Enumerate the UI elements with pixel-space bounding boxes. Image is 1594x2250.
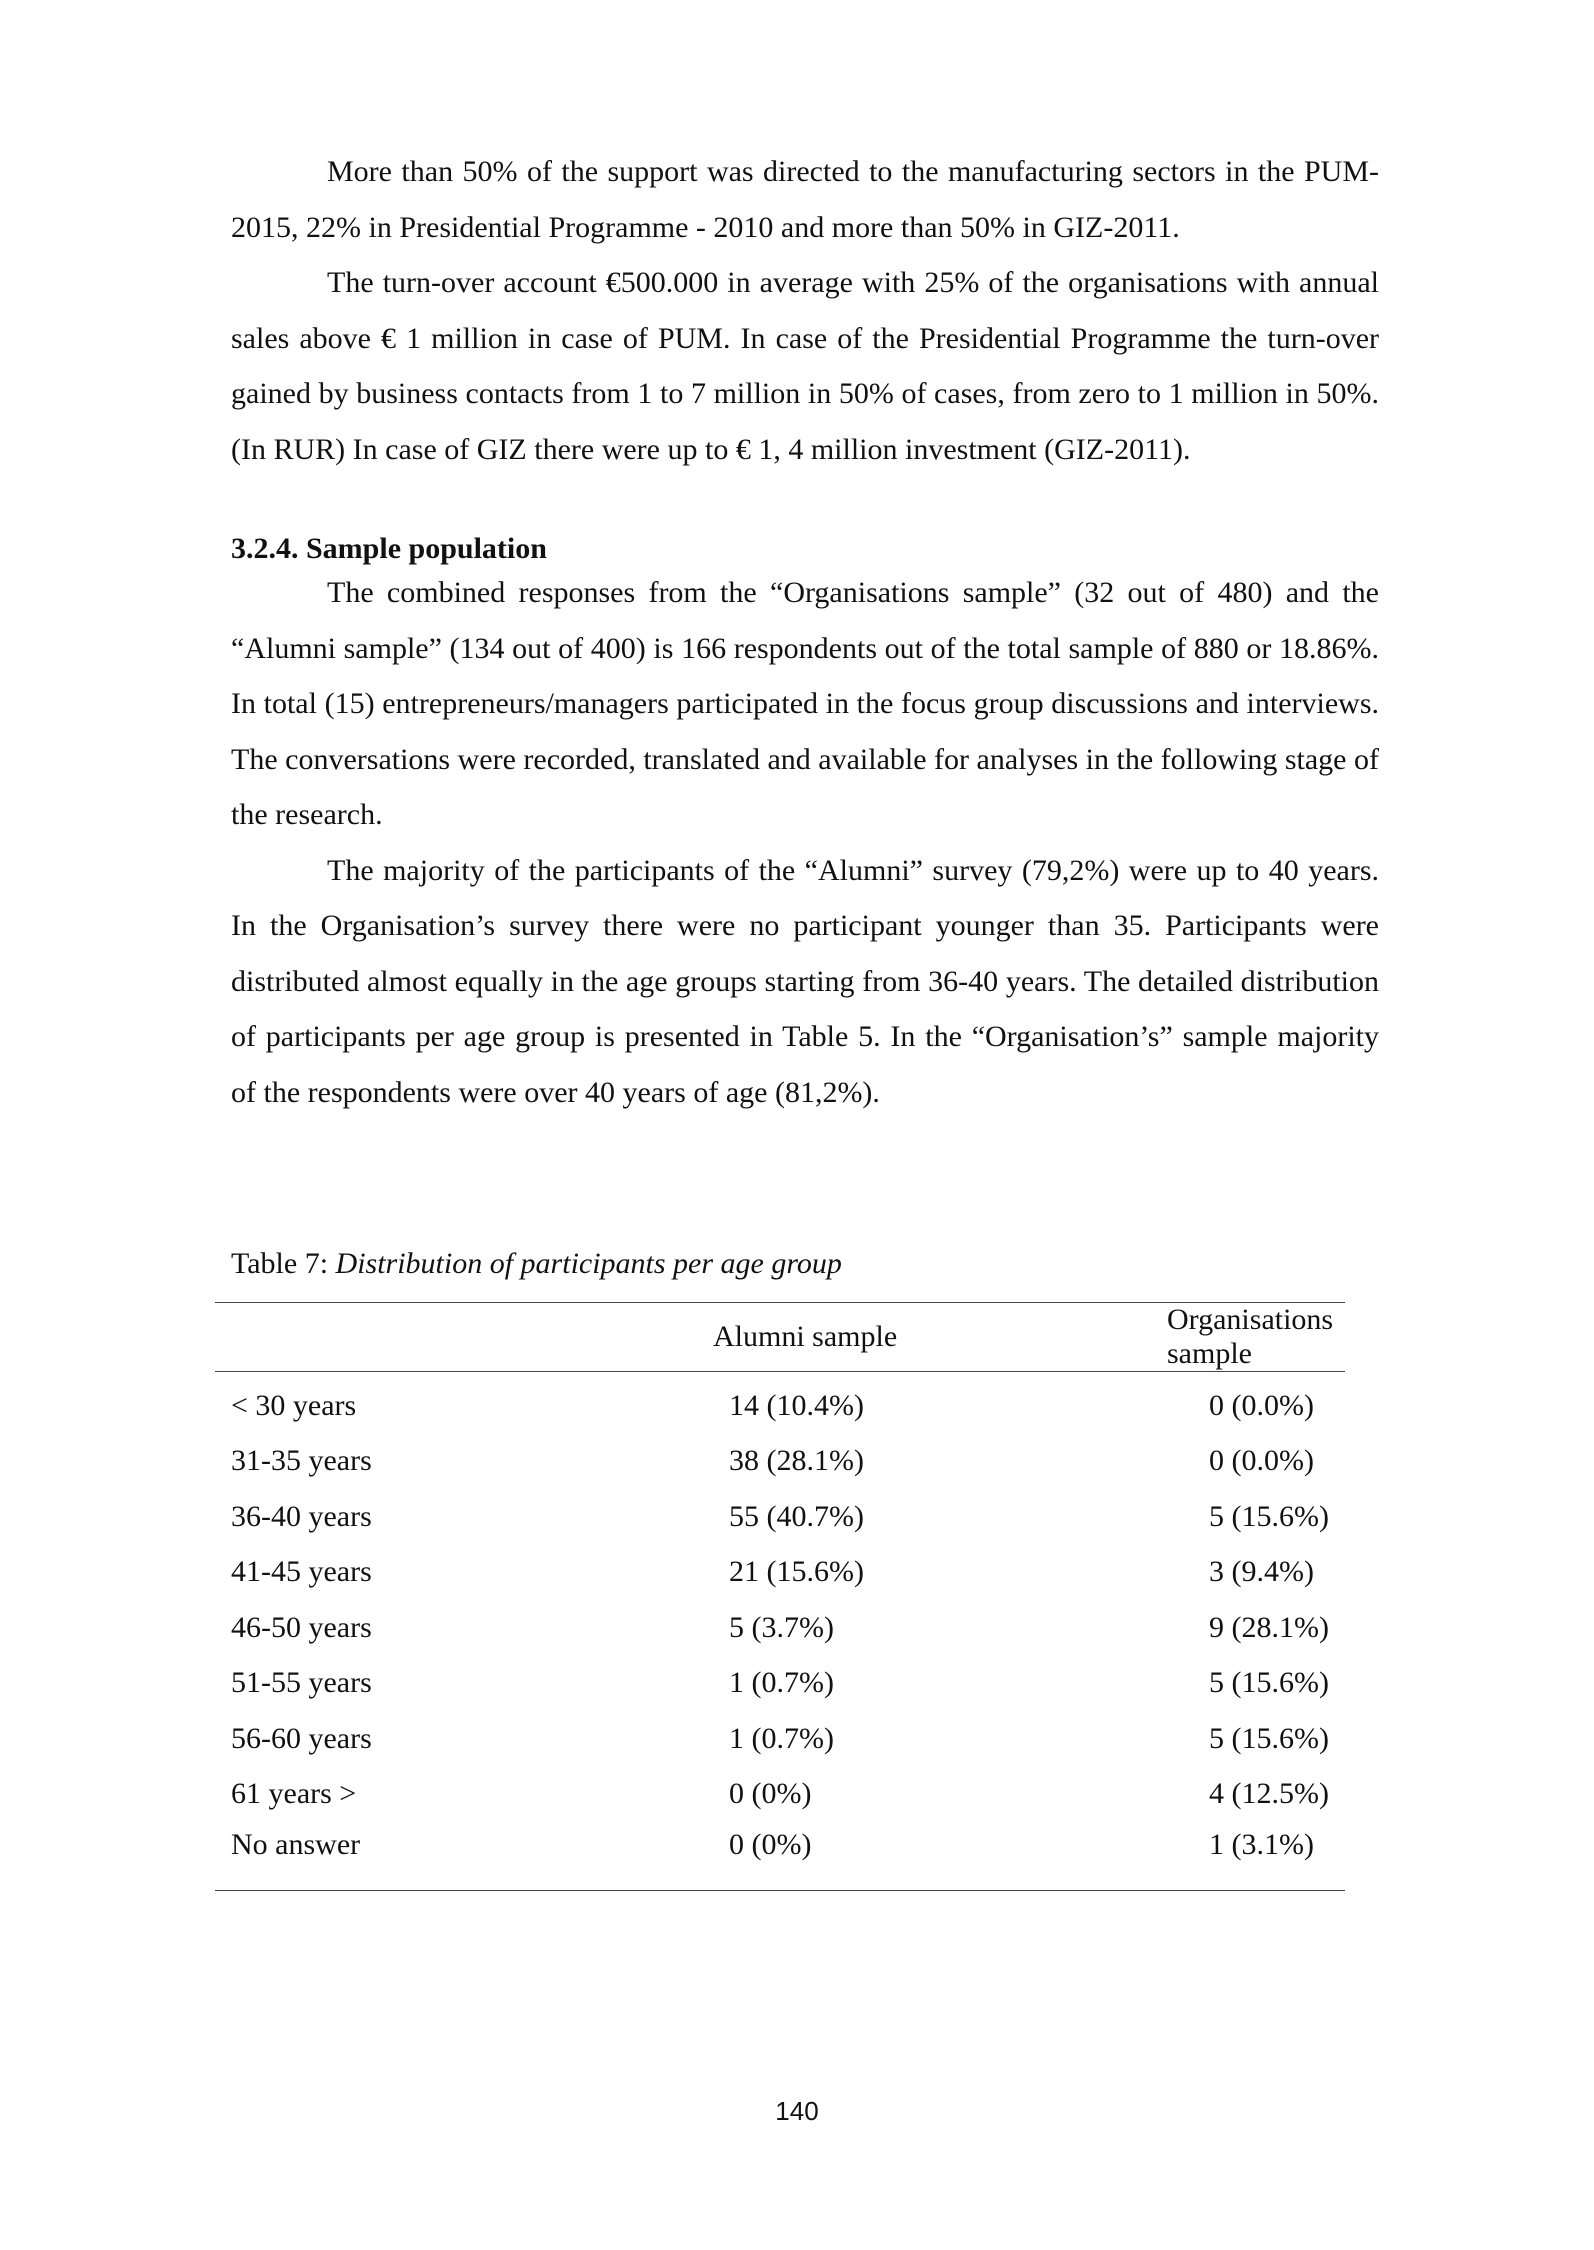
organisations-value: 4 (12.5%) <box>1209 1777 1329 1811</box>
organisations-value: 1 (3.1%) <box>1089 1822 1345 1891</box>
organisations-value: 5 (15.6%) <box>1209 1666 1329 1700</box>
organisations-value: 5 (15.6%) <box>1209 1499 1329 1533</box>
paragraph-turnover: The turn-over account €500.000 in average with 25% of the organisations with annual sales above € 1 million in case of PUM. In case of the Presidential Programme the turn-over gained by business contacts from 1 to 7 million in 50% of cases, from zero to 1 million in 50%. (In RUR) In case of GIZ there were up to € 1, 4 million investment (GIZ-2011). <box>231 266 1379 466</box>
body-text <box>231 144 1379 1120</box>
organisations-value: 5 (15.6%) <box>1209 1721 1329 1755</box>
alumni-value: 5 (3.7%) <box>729 1610 834 1644</box>
table-row <box>215 1656 1345 1712</box>
organisations-value: 9 (28.1%) <box>1209 1610 1329 1644</box>
alumni-value: 14 (10.4%) <box>729 1388 864 1422</box>
alumni-value: 38 (28.1%) <box>729 1444 864 1478</box>
section-heading: 3.2.4. Sample population <box>231 532 547 565</box>
table-row <box>215 1767 1345 1823</box>
row-label: 61 years > <box>231 1777 357 1811</box>
table-row <box>215 1434 1345 1490</box>
alumni-value: 55 (40.7%) <box>729 1499 864 1533</box>
organisations-value: 0 (0.0%) <box>1209 1444 1314 1478</box>
table-row <box>215 1711 1345 1767</box>
alumni-value: 1 (0.7%) <box>729 1666 834 1700</box>
table-row <box>215 1489 1345 1545</box>
alumni-value: 0 (0%) <box>601 1822 1089 1891</box>
row-label: No answer <box>215 1822 601 1891</box>
table-caption-title: Distribution of participants per age group <box>335 1247 842 1280</box>
organisations-value: 3 (9.4%) <box>1209 1555 1314 1589</box>
header-organisations: Organisations sample <box>1089 1303 1345 1372</box>
header-alumni: Alumni sample <box>601 1303 1089 1372</box>
organisations-value: 0 (0.0%) <box>1209 1388 1314 1422</box>
page-number: 140 <box>775 2096 819 2126</box>
row-label: 31-35 years <box>231 1444 372 1478</box>
alumni-value: 21 (15.6%) <box>729 1555 864 1589</box>
table-caption-prefix: Table 7: <box>231 1247 336 1280</box>
row-label: 41-45 years <box>231 1555 372 1589</box>
table-row <box>215 1822 1345 1891</box>
table-row <box>215 1600 1345 1656</box>
row-label: 36-40 years <box>231 1499 372 1533</box>
row-label: < 30 years <box>231 1388 357 1422</box>
table-row <box>215 1372 1345 1434</box>
table-header-row <box>215 1303 1345 1372</box>
age-distribution-table <box>215 1302 1345 1891</box>
paragraph-manufacturing: More than 50% of the support was directed to the manufacturing sectors in the PUM-2015, 22% in Presidential Programme - 2010 and more than 50% in GIZ-2011. <box>231 155 1379 244</box>
alumni-value: 1 (0.7%) <box>729 1721 834 1755</box>
paragraph-majority: The majority of the participants of the “Alumni” survey (79,2%) were up to 40 years. In the Organisation’s survey there were no participant younger than 35. Participants were distributed almost equally in the age groups starting from 36-40 years. The detailed distribution of participants per age group is presented in Table 5. In the “Organisation’s” sample majority of the respondents were over 40 years of age (81,2%). <box>231 853 1379 1109</box>
table-caption <box>231 1244 842 1284</box>
paragraph-combined-responses: The combined responses from the “Organisations sample” (32 out of 480) and the “Alumni sample” (134 out of 400) is 166 respondents out of the total sample of 880 or 18.86%. In total (15) entrepreneurs/managers participated in the focus group discussions and interviews. The conversations were recorded, translated and available for analyses in the following stage of the research. <box>231 576 1379 831</box>
row-label: 46-50 years <box>231 1610 372 1644</box>
header-empty <box>215 1303 601 1372</box>
row-label: 51-55 years <box>231 1666 372 1700</box>
row-label: 56-60 years <box>231 1721 372 1755</box>
table-row <box>215 1545 1345 1601</box>
alumni-value: 0 (0%) <box>729 1777 812 1811</box>
